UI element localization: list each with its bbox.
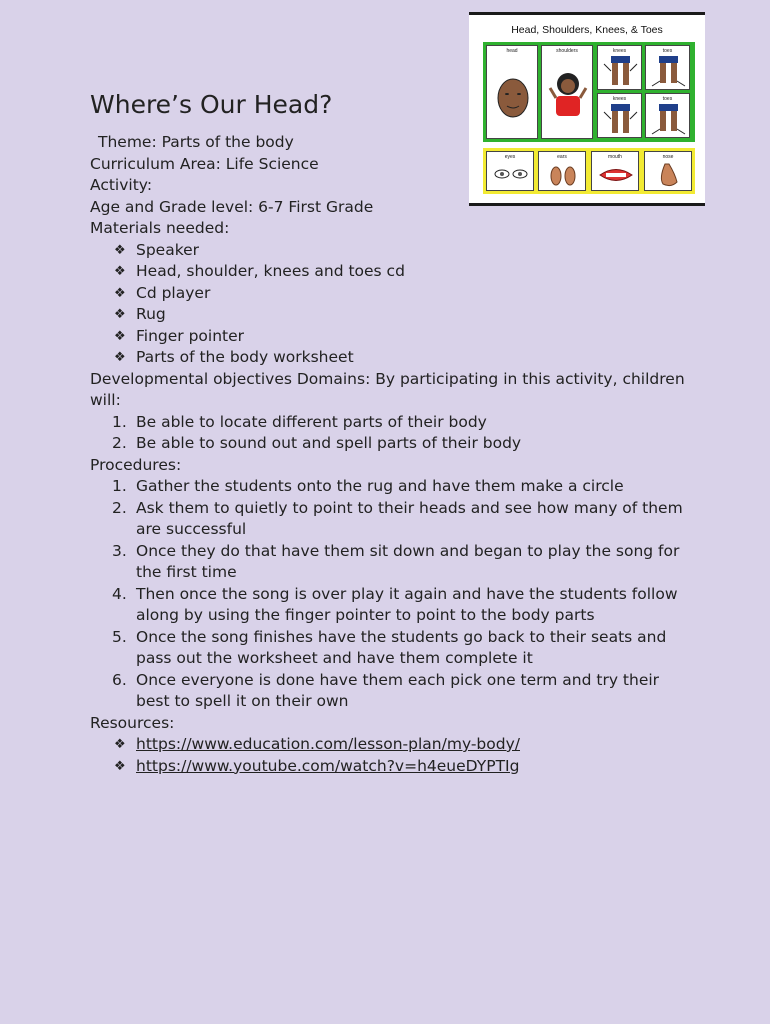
nose-icon (645, 152, 693, 192)
procedures-list (90, 476, 690, 713)
ears-icon (539, 152, 587, 192)
toes-icon (646, 94, 691, 139)
bullet-icon: ❖ (114, 307, 126, 322)
resource-link-education[interactable]: https://www.education.com/lesson-plan/my-body/ (136, 735, 520, 753)
tile-ears: ears (538, 151, 586, 191)
mouth-icon (592, 152, 640, 192)
list-item: ❖ Speaker (90, 240, 690, 262)
list-item (90, 756, 690, 778)
list-item: 6. Once everyone is done have them each pick one term and try their best to spell it on their own (112, 670, 660, 710)
bullet-icon: ❖ (114, 285, 126, 301)
bullet-icon: ❖ (114, 758, 126, 774)
picture-title: Head, Shoulders, Knees, & Toes (511, 24, 663, 36)
bullet-icon: ❖ (114, 328, 126, 344)
tile-nose: nose (644, 151, 692, 191)
list-item: ❖ Rug (90, 304, 690, 326)
list-item: 1. Be able to locate different parts of their body (112, 412, 487, 431)
list-item: 5. Once the song finishes have the students go back to their seats and pass out the worksheet and have them complete it (112, 627, 667, 667)
list-item: 1. Gather the students onto the rug and have them make a circle (112, 477, 624, 495)
materials-heading: Materials needed: (90, 219, 230, 237)
list-item: 3. Once they do that have them sit down and began to play the song for the first time (112, 541, 680, 581)
knees-icon (598, 94, 643, 139)
yellow-panel (483, 148, 695, 194)
head-icon (487, 46, 539, 140)
lesson-content (90, 132, 690, 777)
green-panel (483, 42, 695, 142)
age-line: Age and Grade level: 6-7 First Grade (90, 197, 374, 216)
tile-shoulders: shoulders (541, 45, 593, 139)
curriculum-line: Curriculum Area: Life Science (90, 154, 319, 173)
bullet-icon: ❖ (114, 737, 126, 752)
tile-knees-bottom: knees (597, 93, 642, 138)
theme-line: Theme: Parts of the body (98, 133, 294, 151)
list-item: 2. Ask them to quietly to point to their heads and see how many of them are successful (112, 498, 683, 538)
shoulders-icon (542, 46, 594, 140)
list-item: 2. Be able to sound out and spell parts of their body (112, 434, 522, 452)
tile-toes-top: toes (645, 45, 690, 90)
bullet-icon: ❖ (114, 264, 126, 279)
eyes-icon (487, 152, 535, 192)
resource-link-youtube[interactable]: https://www.youtube.com/watch?v=h4eueDYPTIg (136, 756, 520, 775)
knees-icon (598, 46, 643, 91)
activity-line: Activity: (90, 176, 153, 194)
resources-heading: Resources: (90, 713, 175, 732)
body-parts-picture (469, 12, 705, 206)
tile-eyes: eyes (486, 151, 534, 191)
list-item: ❖ Finger pointer (90, 326, 690, 348)
bullet-icon: ❖ (114, 242, 126, 258)
list-item: ❖ Parts of the body worksheet (90, 347, 690, 369)
objectives-heading: Developmental objectives Domains: By participating in this activity, children will: (90, 369, 685, 409)
list-item: 4. Then once the song is over play it again and have the students follow along by using the finger pointer to point to the body parts (112, 584, 678, 624)
toes-icon (646, 46, 691, 91)
resources-list (90, 734, 690, 777)
tile-knees-top: knees (597, 45, 642, 90)
tile-mouth: mouth (591, 151, 639, 191)
list-item: ❖ Head, shoulder, knees and toes cd (90, 261, 690, 283)
tile-head: head (486, 45, 538, 139)
bullet-icon: ❖ (114, 350, 126, 365)
procedures-heading: Procedures: (90, 455, 182, 474)
list-item: ❖ Cd player (90, 283, 690, 305)
objectives-list (90, 412, 690, 455)
page-title: Where’s Our Head? (90, 90, 333, 119)
list-item (90, 734, 690, 756)
materials-list (90, 240, 690, 369)
tile-toes-bottom: toes (645, 93, 690, 138)
